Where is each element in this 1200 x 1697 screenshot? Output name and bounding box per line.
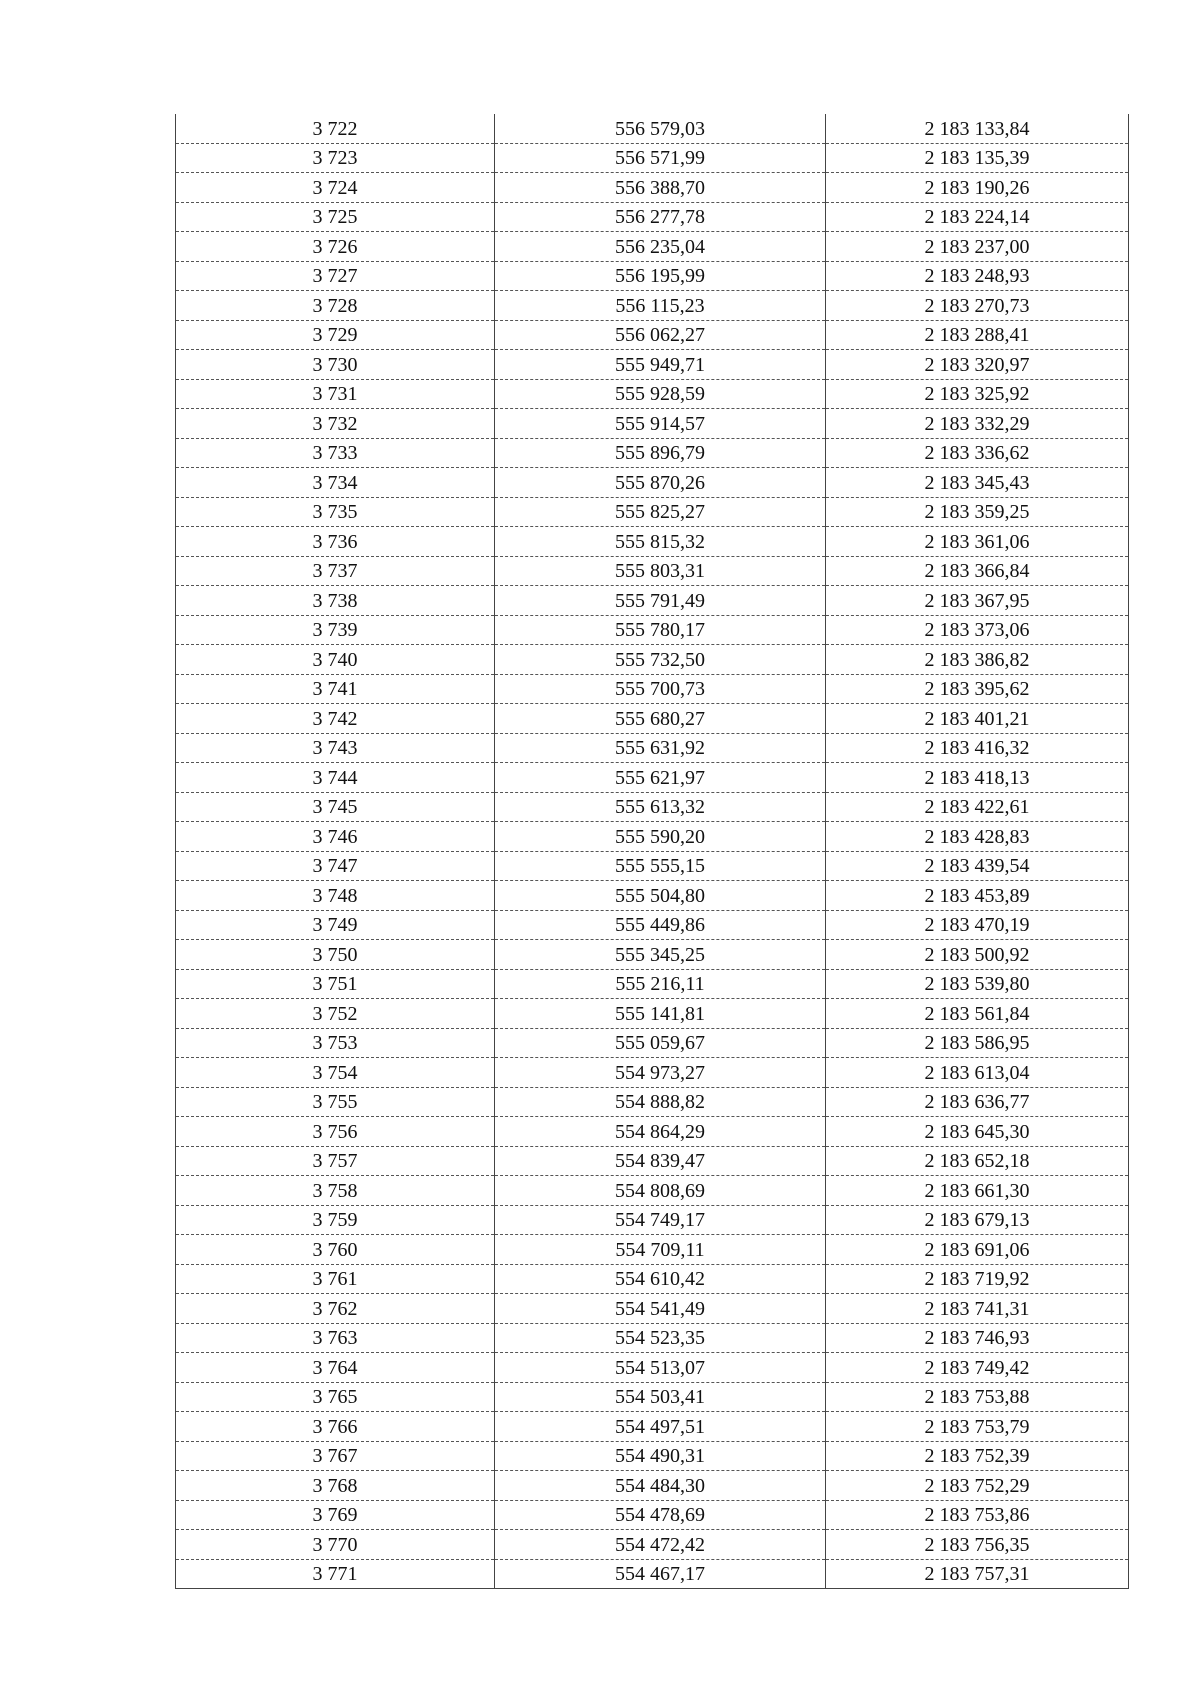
point-number-cell: 3 740 bbox=[176, 645, 495, 675]
point-number-cell: 3 760 bbox=[176, 1235, 495, 1265]
point-number-cell: 3 754 bbox=[176, 1058, 495, 1088]
x-coordinate-cell: 554 490,31 bbox=[495, 1441, 826, 1471]
y-coordinate-cell: 2 183 288,41 bbox=[826, 320, 1129, 350]
table-row bbox=[176, 143, 1129, 173]
x-coordinate-cell: 554 864,29 bbox=[495, 1117, 826, 1147]
point-number-cell: 3 752 bbox=[176, 999, 495, 1029]
table-row bbox=[176, 1235, 1129, 1265]
point-number-cell: 3 767 bbox=[176, 1441, 495, 1471]
y-coordinate-cell: 2 183 470,19 bbox=[826, 910, 1129, 940]
table-row bbox=[176, 1441, 1129, 1471]
point-number-cell: 3 739 bbox=[176, 615, 495, 645]
x-coordinate-cell: 554 709,11 bbox=[495, 1235, 826, 1265]
x-coordinate-cell: 555 059,67 bbox=[495, 1028, 826, 1058]
table-row bbox=[176, 674, 1129, 704]
point-number-cell: 3 757 bbox=[176, 1146, 495, 1176]
coordinates-table-body bbox=[176, 114, 1129, 1589]
table-row bbox=[176, 527, 1129, 557]
y-coordinate-cell: 2 183 320,97 bbox=[826, 350, 1129, 380]
table-row bbox=[176, 1205, 1129, 1235]
table-row bbox=[176, 202, 1129, 232]
x-coordinate-cell: 554 610,42 bbox=[495, 1264, 826, 1294]
x-coordinate-cell: 555 555,15 bbox=[495, 851, 826, 881]
table-row bbox=[176, 1559, 1129, 1589]
table-row bbox=[176, 291, 1129, 321]
y-coordinate-cell: 2 183 613,04 bbox=[826, 1058, 1129, 1088]
y-coordinate-cell: 2 183 753,86 bbox=[826, 1500, 1129, 1530]
point-number-cell: 3 728 bbox=[176, 291, 495, 321]
x-coordinate-cell: 554 497,51 bbox=[495, 1412, 826, 1442]
table-row bbox=[176, 969, 1129, 999]
y-coordinate-cell: 2 183 561,84 bbox=[826, 999, 1129, 1029]
point-number-cell: 3 723 bbox=[176, 143, 495, 173]
table-row bbox=[176, 1353, 1129, 1383]
point-number-cell: 3 725 bbox=[176, 202, 495, 232]
y-coordinate-cell: 2 183 345,43 bbox=[826, 468, 1129, 498]
y-coordinate-cell: 2 183 757,31 bbox=[826, 1559, 1129, 1589]
point-number-cell: 3 755 bbox=[176, 1087, 495, 1117]
y-coordinate-cell: 2 183 719,92 bbox=[826, 1264, 1129, 1294]
point-number-cell: 3 735 bbox=[176, 497, 495, 527]
x-coordinate-cell: 555 896,79 bbox=[495, 438, 826, 468]
point-number-cell: 3 731 bbox=[176, 379, 495, 409]
x-coordinate-cell: 554 808,69 bbox=[495, 1176, 826, 1206]
y-coordinate-cell: 2 183 224,14 bbox=[826, 202, 1129, 232]
table-row bbox=[176, 999, 1129, 1029]
table-row bbox=[176, 438, 1129, 468]
table-row bbox=[176, 1176, 1129, 1206]
x-coordinate-cell: 554 478,69 bbox=[495, 1500, 826, 1530]
point-number-cell: 3 730 bbox=[176, 350, 495, 380]
point-number-cell: 3 741 bbox=[176, 674, 495, 704]
y-coordinate-cell: 2 183 691,06 bbox=[826, 1235, 1129, 1265]
table-row bbox=[176, 468, 1129, 498]
x-coordinate-cell: 555 791,49 bbox=[495, 586, 826, 616]
table-row bbox=[176, 1146, 1129, 1176]
table-row bbox=[176, 792, 1129, 822]
x-coordinate-cell: 556 571,99 bbox=[495, 143, 826, 173]
x-coordinate-cell: 556 235,04 bbox=[495, 232, 826, 262]
x-coordinate-cell: 554 503,41 bbox=[495, 1382, 826, 1412]
point-number-cell: 3 743 bbox=[176, 733, 495, 763]
x-coordinate-cell: 554 541,49 bbox=[495, 1294, 826, 1324]
point-number-cell: 3 751 bbox=[176, 969, 495, 999]
table-row bbox=[176, 1117, 1129, 1147]
y-coordinate-cell: 2 183 652,18 bbox=[826, 1146, 1129, 1176]
y-coordinate-cell: 2 183 418,13 bbox=[826, 763, 1129, 793]
table-row bbox=[176, 704, 1129, 734]
y-coordinate-cell: 2 183 190,26 bbox=[826, 173, 1129, 203]
y-coordinate-cell: 2 183 237,00 bbox=[826, 232, 1129, 262]
y-coordinate-cell: 2 183 428,83 bbox=[826, 822, 1129, 852]
x-coordinate-cell: 556 062,27 bbox=[495, 320, 826, 350]
point-number-cell: 3 737 bbox=[176, 556, 495, 586]
y-coordinate-cell: 2 183 439,54 bbox=[826, 851, 1129, 881]
point-number-cell: 3 729 bbox=[176, 320, 495, 350]
y-coordinate-cell: 2 183 386,82 bbox=[826, 645, 1129, 675]
point-number-cell: 3 764 bbox=[176, 1353, 495, 1383]
y-coordinate-cell: 2 183 636,77 bbox=[826, 1087, 1129, 1117]
y-coordinate-cell: 2 183 741,31 bbox=[826, 1294, 1129, 1324]
table-row bbox=[176, 763, 1129, 793]
table-row bbox=[176, 1264, 1129, 1294]
y-coordinate-cell: 2 183 679,13 bbox=[826, 1205, 1129, 1235]
x-coordinate-cell: 555 825,27 bbox=[495, 497, 826, 527]
point-number-cell: 3 768 bbox=[176, 1471, 495, 1501]
table-row bbox=[176, 1500, 1129, 1530]
y-coordinate-cell: 2 183 248,93 bbox=[826, 261, 1129, 291]
table-row bbox=[176, 910, 1129, 940]
point-number-cell: 3 756 bbox=[176, 1117, 495, 1147]
y-coordinate-cell: 2 183 500,92 bbox=[826, 940, 1129, 970]
x-coordinate-cell: 556 115,23 bbox=[495, 291, 826, 321]
y-coordinate-cell: 2 183 749,42 bbox=[826, 1353, 1129, 1383]
table-row bbox=[176, 1323, 1129, 1353]
table-row bbox=[176, 556, 1129, 586]
point-number-cell: 3 770 bbox=[176, 1530, 495, 1560]
table-row bbox=[176, 350, 1129, 380]
y-coordinate-cell: 2 183 746,93 bbox=[826, 1323, 1129, 1353]
x-coordinate-cell: 555 631,92 bbox=[495, 733, 826, 763]
y-coordinate-cell: 2 183 453,89 bbox=[826, 881, 1129, 911]
y-coordinate-cell: 2 183 336,62 bbox=[826, 438, 1129, 468]
table-row bbox=[176, 733, 1129, 763]
table-row bbox=[176, 822, 1129, 852]
x-coordinate-cell: 555 449,86 bbox=[495, 910, 826, 940]
x-coordinate-cell: 556 277,78 bbox=[495, 202, 826, 232]
point-number-cell: 3 762 bbox=[176, 1294, 495, 1324]
x-coordinate-cell: 555 949,71 bbox=[495, 350, 826, 380]
table-row bbox=[176, 232, 1129, 262]
x-coordinate-cell: 555 216,11 bbox=[495, 969, 826, 999]
y-coordinate-cell: 2 183 270,73 bbox=[826, 291, 1129, 321]
point-number-cell: 3 748 bbox=[176, 881, 495, 911]
y-coordinate-cell: 2 183 359,25 bbox=[826, 497, 1129, 527]
x-coordinate-cell: 555 928,59 bbox=[495, 379, 826, 409]
point-number-cell: 3 722 bbox=[176, 114, 495, 143]
y-coordinate-cell: 2 183 135,39 bbox=[826, 143, 1129, 173]
table-row bbox=[176, 261, 1129, 291]
x-coordinate-cell: 555 504,80 bbox=[495, 881, 826, 911]
table-row bbox=[176, 173, 1129, 203]
table-row bbox=[176, 1471, 1129, 1501]
table-row bbox=[176, 114, 1129, 143]
point-number-cell: 3 771 bbox=[176, 1559, 495, 1589]
x-coordinate-cell: 555 732,50 bbox=[495, 645, 826, 675]
table-row bbox=[176, 1087, 1129, 1117]
x-coordinate-cell: 554 484,30 bbox=[495, 1471, 826, 1501]
x-coordinate-cell: 554 888,82 bbox=[495, 1087, 826, 1117]
point-number-cell: 3 763 bbox=[176, 1323, 495, 1353]
table-row bbox=[176, 1058, 1129, 1088]
point-number-cell: 3 736 bbox=[176, 527, 495, 557]
coordinates-table bbox=[175, 114, 1129, 1589]
y-coordinate-cell: 2 183 373,06 bbox=[826, 615, 1129, 645]
y-coordinate-cell: 2 183 325,92 bbox=[826, 379, 1129, 409]
x-coordinate-cell: 555 815,32 bbox=[495, 527, 826, 557]
x-coordinate-cell: 555 680,27 bbox=[495, 704, 826, 734]
x-coordinate-cell: 556 388,70 bbox=[495, 173, 826, 203]
y-coordinate-cell: 2 183 753,88 bbox=[826, 1382, 1129, 1412]
y-coordinate-cell: 2 183 133,84 bbox=[826, 114, 1129, 143]
y-coordinate-cell: 2 183 422,61 bbox=[826, 792, 1129, 822]
x-coordinate-cell: 555 914,57 bbox=[495, 409, 826, 439]
point-number-cell: 3 753 bbox=[176, 1028, 495, 1058]
x-coordinate-cell: 555 700,73 bbox=[495, 674, 826, 704]
x-coordinate-cell: 554 513,07 bbox=[495, 1353, 826, 1383]
point-number-cell: 3 746 bbox=[176, 822, 495, 852]
x-coordinate-cell: 555 590,20 bbox=[495, 822, 826, 852]
table-row bbox=[176, 615, 1129, 645]
point-number-cell: 3 724 bbox=[176, 173, 495, 203]
x-coordinate-cell: 556 195,99 bbox=[495, 261, 826, 291]
point-number-cell: 3 765 bbox=[176, 1382, 495, 1412]
x-coordinate-cell: 556 579,03 bbox=[495, 114, 826, 143]
point-number-cell: 3 766 bbox=[176, 1412, 495, 1442]
point-number-cell: 3 759 bbox=[176, 1205, 495, 1235]
table-row bbox=[176, 1530, 1129, 1560]
point-number-cell: 3 726 bbox=[176, 232, 495, 262]
y-coordinate-cell: 2 183 645,30 bbox=[826, 1117, 1129, 1147]
table-row bbox=[176, 320, 1129, 350]
table-row bbox=[176, 586, 1129, 616]
point-number-cell: 3 747 bbox=[176, 851, 495, 881]
point-number-cell: 3 761 bbox=[176, 1264, 495, 1294]
y-coordinate-cell: 2 183 752,29 bbox=[826, 1471, 1129, 1501]
point-number-cell: 3 745 bbox=[176, 792, 495, 822]
x-coordinate-cell: 554 467,17 bbox=[495, 1559, 826, 1589]
point-number-cell: 3 742 bbox=[176, 704, 495, 734]
x-coordinate-cell: 554 973,27 bbox=[495, 1058, 826, 1088]
y-coordinate-cell: 2 183 367,95 bbox=[826, 586, 1129, 616]
y-coordinate-cell: 2 183 366,84 bbox=[826, 556, 1129, 586]
x-coordinate-cell: 555 780,17 bbox=[495, 615, 826, 645]
table-row bbox=[176, 1028, 1129, 1058]
table-row bbox=[176, 1412, 1129, 1442]
y-coordinate-cell: 2 183 586,95 bbox=[826, 1028, 1129, 1058]
y-coordinate-cell: 2 183 395,62 bbox=[826, 674, 1129, 704]
table-row bbox=[176, 409, 1129, 439]
point-number-cell: 3 727 bbox=[176, 261, 495, 291]
table-row bbox=[176, 1382, 1129, 1412]
y-coordinate-cell: 2 183 401,21 bbox=[826, 704, 1129, 734]
point-number-cell: 3 744 bbox=[176, 763, 495, 793]
point-number-cell: 3 758 bbox=[176, 1176, 495, 1206]
y-coordinate-cell: 2 183 539,80 bbox=[826, 969, 1129, 999]
point-number-cell: 3 749 bbox=[176, 910, 495, 940]
x-coordinate-cell: 555 613,32 bbox=[495, 792, 826, 822]
table-row bbox=[176, 881, 1129, 911]
x-coordinate-cell: 555 621,97 bbox=[495, 763, 826, 793]
point-number-cell: 3 734 bbox=[176, 468, 495, 498]
y-coordinate-cell: 2 183 416,32 bbox=[826, 733, 1129, 763]
point-number-cell: 3 732 bbox=[176, 409, 495, 439]
y-coordinate-cell: 2 183 753,79 bbox=[826, 1412, 1129, 1442]
table-row bbox=[176, 851, 1129, 881]
table-row bbox=[176, 1294, 1129, 1324]
point-number-cell: 3 738 bbox=[176, 586, 495, 616]
x-coordinate-cell: 555 803,31 bbox=[495, 556, 826, 586]
x-coordinate-cell: 555 870,26 bbox=[495, 468, 826, 498]
table-row bbox=[176, 645, 1129, 675]
x-coordinate-cell: 554 523,35 bbox=[495, 1323, 826, 1353]
y-coordinate-cell: 2 183 756,35 bbox=[826, 1530, 1129, 1560]
y-coordinate-cell: 2 183 752,39 bbox=[826, 1441, 1129, 1471]
x-coordinate-cell: 555 345,25 bbox=[495, 940, 826, 970]
y-coordinate-cell: 2 183 661,30 bbox=[826, 1176, 1129, 1206]
x-coordinate-cell: 554 472,42 bbox=[495, 1530, 826, 1560]
table-row bbox=[176, 940, 1129, 970]
point-number-cell: 3 750 bbox=[176, 940, 495, 970]
x-coordinate-cell: 554 839,47 bbox=[495, 1146, 826, 1176]
table-row bbox=[176, 497, 1129, 527]
x-coordinate-cell: 554 749,17 bbox=[495, 1205, 826, 1235]
point-number-cell: 3 733 bbox=[176, 438, 495, 468]
point-number-cell: 3 769 bbox=[176, 1500, 495, 1530]
y-coordinate-cell: 2 183 332,29 bbox=[826, 409, 1129, 439]
table-row bbox=[176, 379, 1129, 409]
y-coordinate-cell: 2 183 361,06 bbox=[826, 527, 1129, 557]
x-coordinate-cell: 555 141,81 bbox=[495, 999, 826, 1029]
